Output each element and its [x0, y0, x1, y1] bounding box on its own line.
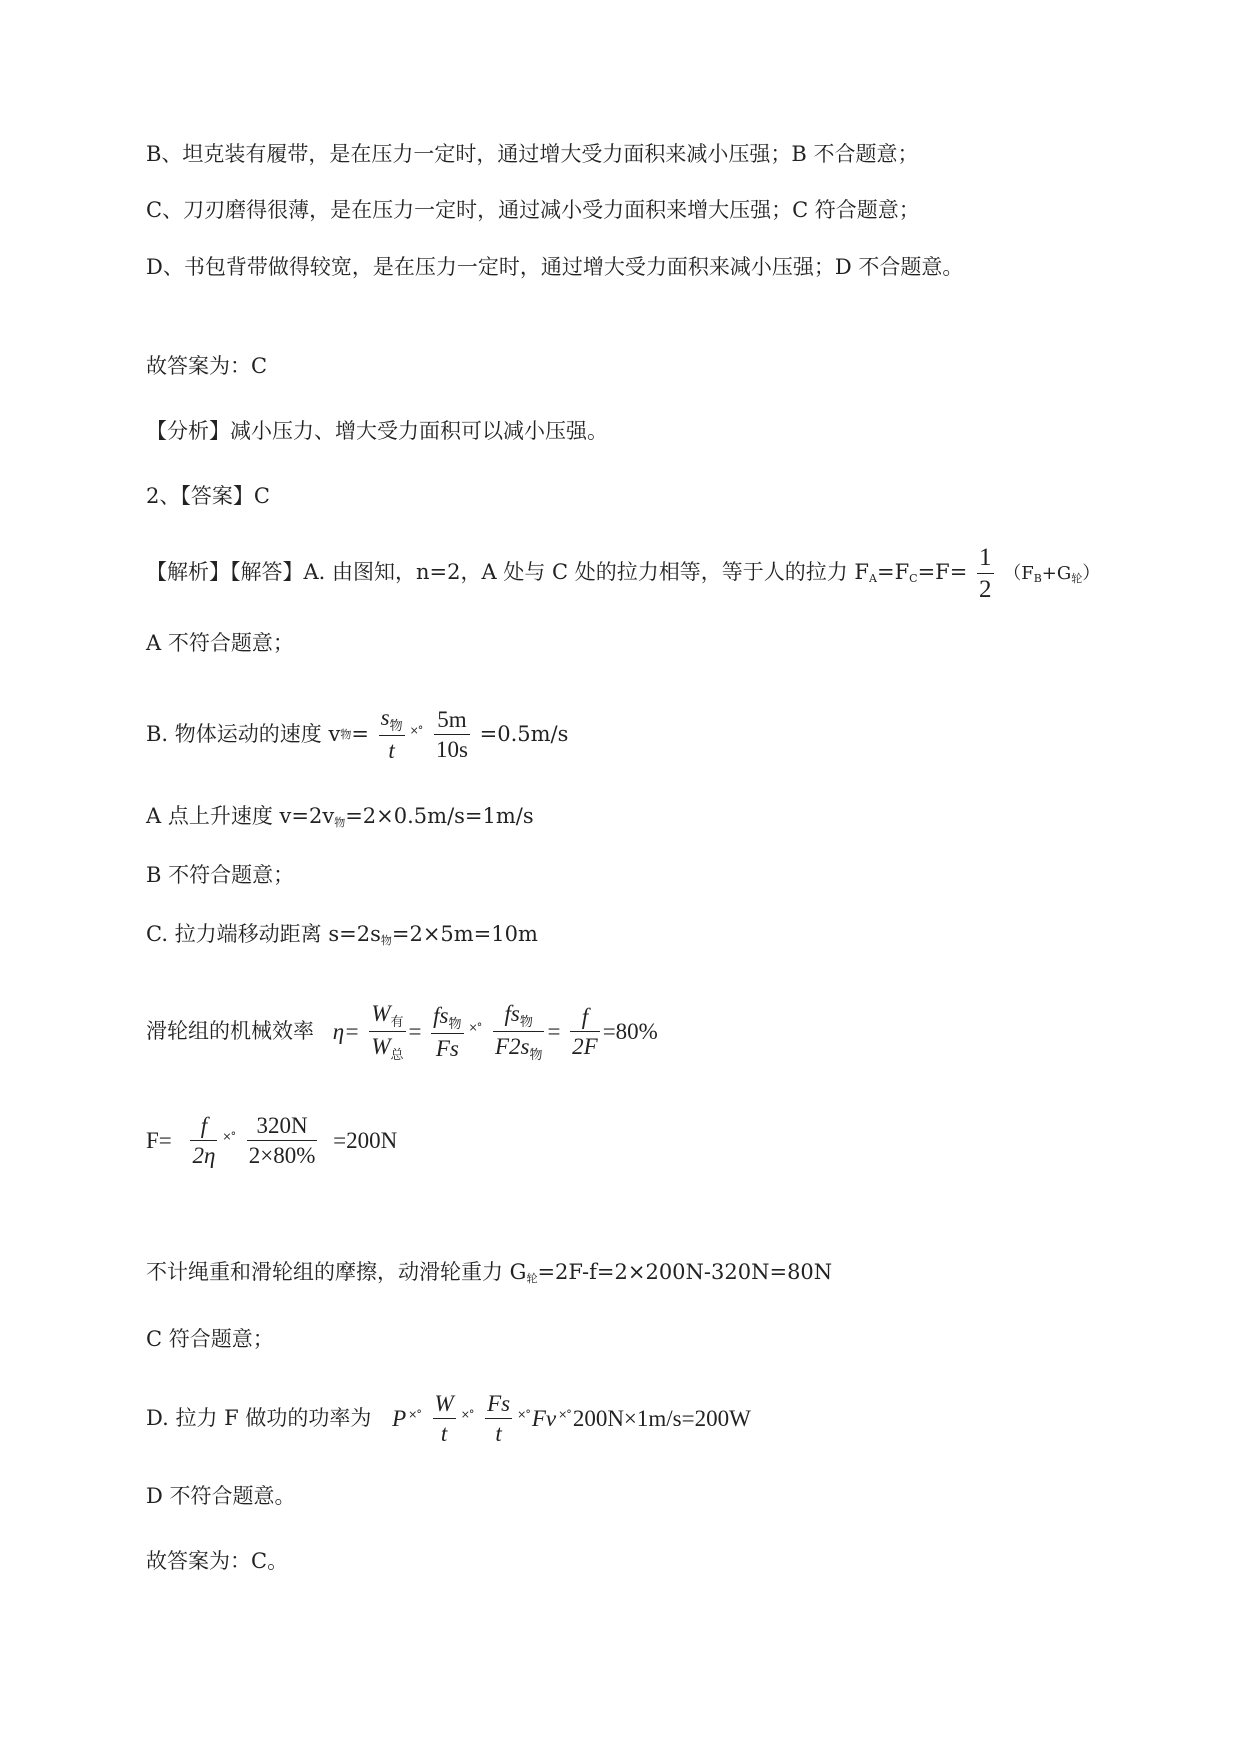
- subscript-c: C: [909, 572, 918, 585]
- paren-open: （F: [1003, 563, 1034, 584]
- numerator-sub: 有: [390, 1014, 404, 1029]
- fraction-f-over-2eta: [190, 1114, 217, 1167]
- dots-glyph: ×°: [468, 1021, 482, 1034]
- subscript-b: B: [1033, 572, 1042, 585]
- subscript-wheel: 轮: [1071, 572, 1083, 585]
- force-sum: [1003, 563, 1100, 584]
- analysis-line: 【分析】减小压力、增大受力面积可以减小压强。: [146, 419, 608, 443]
- fraction-5m-over-10s: [434, 708, 470, 761]
- question-2-answer: 2、【答案】C: [146, 484, 270, 508]
- power-result: 200N×1m/s=200W: [572, 1406, 751, 1431]
- subscript-wheel: 轮: [526, 1272, 538, 1285]
- numerator: Fs: [485, 1392, 512, 1419]
- explanation-text: 【解析】【解答】A. 由图知，n=2，A 处与 C 处的拉力相等，等于人的拉力 F: [146, 560, 870, 584]
- subscript-wu: 物: [340, 727, 352, 741]
- numerator: fs: [433, 1002, 449, 1028]
- paren-close: ）: [1082, 563, 1101, 584]
- line-d-option: D、书包背带做得较宽，是在压力一定时，通过增大受力面积来减小压强；D 不合题意。: [146, 255, 964, 279]
- p-symbol: P: [392, 1406, 407, 1431]
- eq-sign: =: [351, 721, 369, 746]
- power-label: D. 拉力 F 做功的功率为: [146, 1406, 372, 1430]
- a-not-match: A 不符合题意；: [146, 631, 294, 655]
- dots-glyph: ×°: [409, 723, 423, 737]
- numerator-sub: 物: [389, 718, 403, 733]
- fraction-320n-over-2x80: [247, 1114, 318, 1167]
- numerator: 5m: [434, 708, 470, 735]
- denominator: 2: [979, 576, 992, 603]
- dots-glyph-2: ×°: [460, 1408, 474, 1421]
- numerator: W: [433, 1392, 456, 1419]
- fraction-s-over-t: [379, 706, 405, 762]
- pulley-weight-tail: =2F-f=2×200N-320N=80N: [537, 1260, 833, 1284]
- efficiency-result: =80%: [602, 1019, 658, 1044]
- force-formula-line: [146, 1114, 397, 1167]
- numerator-sub: 物: [519, 1014, 533, 1029]
- speed-tail: =2×0.5m/s=1m/s: [345, 804, 534, 828]
- denominator: Fs: [435, 1035, 459, 1061]
- speed-text: A 点上升速度 v=2v: [146, 804, 335, 828]
- denominator: F2s: [494, 1034, 530, 1059]
- b-not-match: B 不符合题意；: [146, 863, 295, 887]
- numerator: f: [190, 1114, 217, 1141]
- dots-glyph-3: ×°: [517, 1408, 530, 1421]
- fraction-fs-over-t: [485, 1392, 512, 1445]
- dots-glyph: ×°: [408, 1408, 421, 1421]
- eq-text-2: =F=: [917, 560, 968, 584]
- denominator: t: [388, 738, 395, 763]
- fraction-w-useful-over-w-total: [369, 1002, 405, 1061]
- denominator-sub: 总: [390, 1047, 404, 1062]
- fv-term: Fv: [531, 1406, 557, 1431]
- explanation-line-a: [146, 545, 1100, 602]
- eq-sign: =: [408, 1019, 422, 1044]
- efficiency-label: 滑轮组的机械效率: [146, 1019, 314, 1043]
- velocity-formula-line: [146, 706, 568, 762]
- force-result: =200N: [333, 1128, 398, 1153]
- answer-line-1: 故答案为：C: [146, 354, 268, 378]
- velocity-label: B. 物体运动的速度 v: [146, 721, 341, 746]
- denominator: t: [495, 1421, 502, 1446]
- denominator: 2η: [192, 1143, 216, 1168]
- denominator: 10s: [436, 736, 468, 762]
- denominator: 2×80%: [248, 1143, 316, 1168]
- denominator: 2F: [572, 1034, 598, 1059]
- line-b-option: B、坦克装有履带，是在压力一定时，通过增大受力面积来减小压强；B 不合题意；: [146, 142, 919, 166]
- power-formula-line: [146, 1392, 751, 1445]
- c-match: C 符合题意；: [146, 1327, 274, 1351]
- numerator: f: [570, 1005, 600, 1032]
- dots-glyph-4: ×°: [558, 1408, 571, 1421]
- eq-sign-2: =: [547, 1019, 561, 1044]
- fraction-w-over-t: [433, 1392, 456, 1445]
- fraction-one-half: [977, 545, 994, 602]
- fraction-f-over-2f: [570, 1005, 600, 1058]
- pulley-weight-text: 不计绳重和滑轮组的摩擦，动滑轮重力 G: [146, 1260, 527, 1284]
- d-not-match: D 不符合题意。: [146, 1484, 296, 1508]
- numerator: fs: [504, 1001, 520, 1026]
- line-c-option: C、刀刃磨得很薄，是在压力一定时，通过减小受力面积来增大压强；C 符合题意；: [146, 198, 920, 222]
- numerator-sub: 物: [448, 1015, 462, 1031]
- efficiency-formula-line: [146, 1002, 658, 1061]
- subscript-wu: 物: [334, 816, 346, 829]
- distance-line: [146, 924, 538, 946]
- eq-text: =F: [876, 560, 910, 584]
- denominator: W: [371, 1034, 391, 1059]
- fraction-fs-over-f2s: [493, 1002, 545, 1061]
- numerator: W: [371, 1001, 391, 1026]
- denominator: t: [440, 1421, 448, 1446]
- denominator-sub: 物: [529, 1047, 543, 1062]
- answer-line-2: 故答案为：C。: [146, 1549, 289, 1573]
- distance-text: C. 拉力端移动距离 s=2s: [146, 922, 381, 946]
- force-label: F=: [146, 1128, 172, 1153]
- velocity-result: =0.5m/s: [479, 721, 569, 746]
- plus-g: +G: [1041, 563, 1072, 584]
- pulley-weight-line: [146, 1262, 832, 1284]
- subscript-a: A: [869, 572, 877, 585]
- eta-symbol: η=: [332, 1019, 360, 1044]
- dots-glyph: ×°: [222, 1130, 236, 1143]
- point-a-speed: [146, 806, 534, 828]
- numerator: 320N: [247, 1114, 318, 1141]
- numerator: s: [380, 705, 390, 730]
- subscript-wu: 物: [380, 934, 392, 947]
- distance-tail: =2×5m=10m: [391, 922, 538, 946]
- numerator: 1: [977, 545, 994, 574]
- fraction-fs-over-fs: [431, 1004, 463, 1060]
